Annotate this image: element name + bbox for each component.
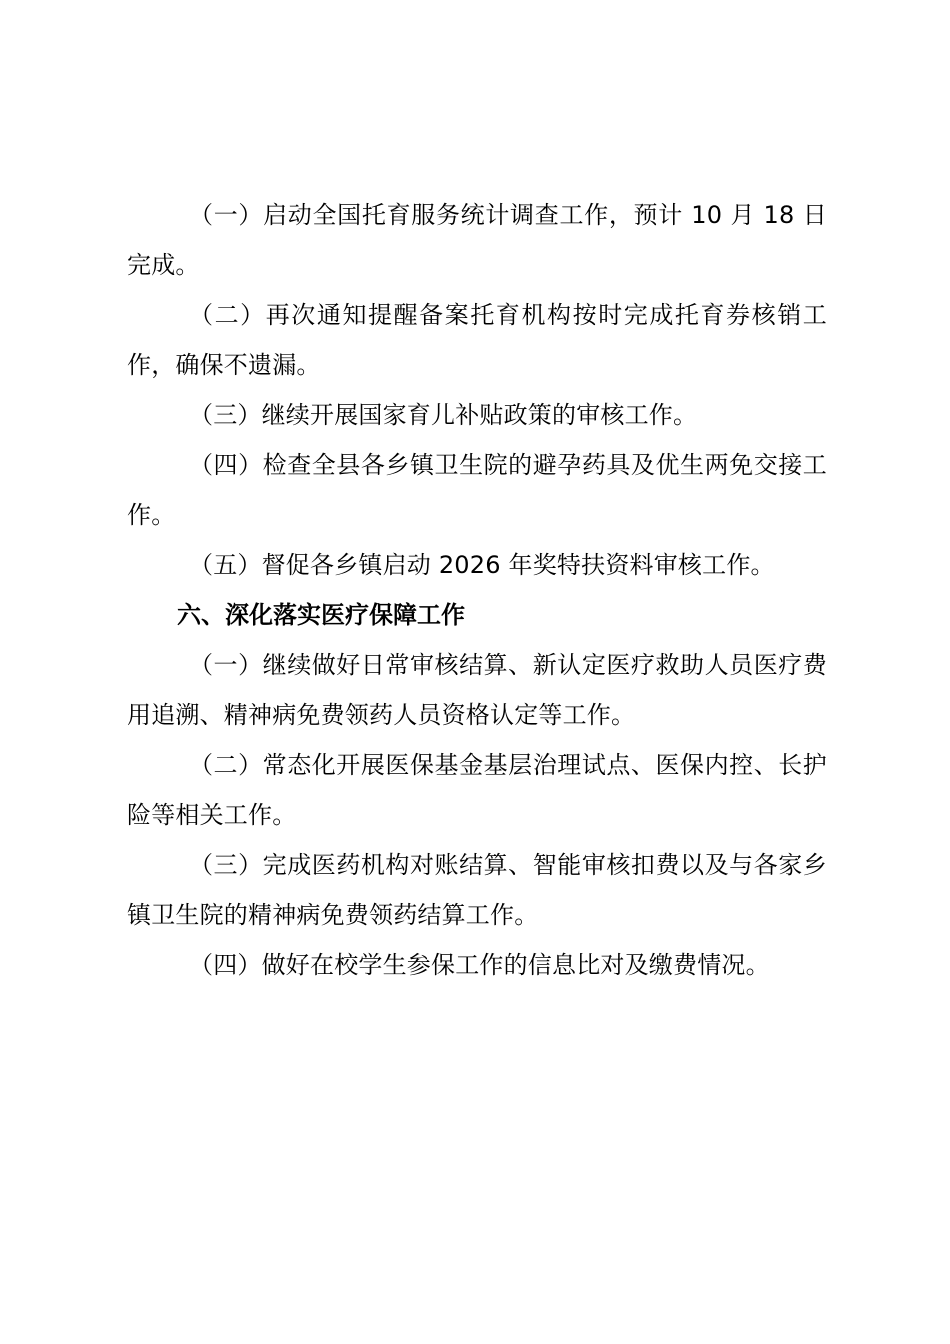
paragraph-item-8: （三）完成医药机构对账结算、智能审核扣费以及与各家乡镇卫生院的精神病免费领药结算工作。 [127, 851, 827, 929]
paragraph-item-9: （四）做好在校学生参保工作的信息比对及缴费情况。 [189, 951, 770, 979]
section-heading-six: 六、深化落实医疗保障工作 [177, 601, 465, 629]
paragraph-item-6: （一）继续做好日常审核结算、新认定医疗救助人员医疗费用追溯、精神病免费领药人员资格认定等工作。 [127, 651, 827, 729]
document-body [127, 190, 827, 990]
paragraph-item-7: （二）常态化开展医保基金基层治理试点、医保内控、长护险等相关工作。 [127, 751, 827, 829]
paragraph-item-1: （一）启动全国托育服务统计调查工作，预计 10 月 18 日完成。 [127, 201, 827, 279]
paragraph-item-2: （二）再次通知提醒备案托育机构按时完成托育券核销工作，确保不遗漏。 [127, 301, 827, 379]
paragraph-item-3: （三）继续开展国家育儿补贴政策的审核工作。 [189, 401, 698, 429]
paragraph-item-5: （五）督促各乡镇启动 2026 年奖特扶资料审核工作。 [189, 551, 775, 579]
paragraph-item-4: （四）检查全县各乡镇卫生院的避孕药具及优生两免交接工作。 [127, 451, 827, 529]
